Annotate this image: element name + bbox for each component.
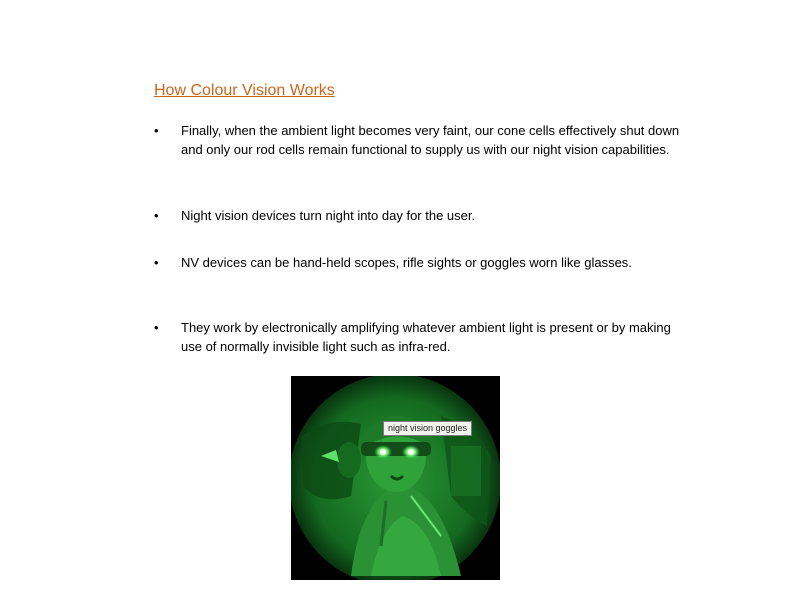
bullet-text: NV devices can be hand-held scopes, rifle sights or goggles worn like glasses. [181, 255, 632, 270]
bullet-marker: • [154, 208, 159, 223]
bullet-marker: • [154, 123, 159, 138]
bullet-text: They work by electronically amplifying whatever ambient light is present or by making use of normally invisible light such as infra-red. [181, 320, 671, 354]
night-vision-photo [291, 376, 500, 580]
page-title: How Colour Vision Works [154, 82, 335, 99]
bullet-text: Finally, when the ambient light becomes very faint, our cone cells effectively shut down and only our rod cells remain functional to supply us with our night vision capabilities. [181, 123, 680, 157]
bullet-text: Night vision devices turn night into day for the user. [181, 208, 476, 223]
bullet-marker: • [154, 255, 159, 270]
bullet-marker: • [154, 320, 159, 335]
night-vision-scene [291, 376, 500, 580]
image-tooltip: night vision goggles [383, 421, 472, 436]
